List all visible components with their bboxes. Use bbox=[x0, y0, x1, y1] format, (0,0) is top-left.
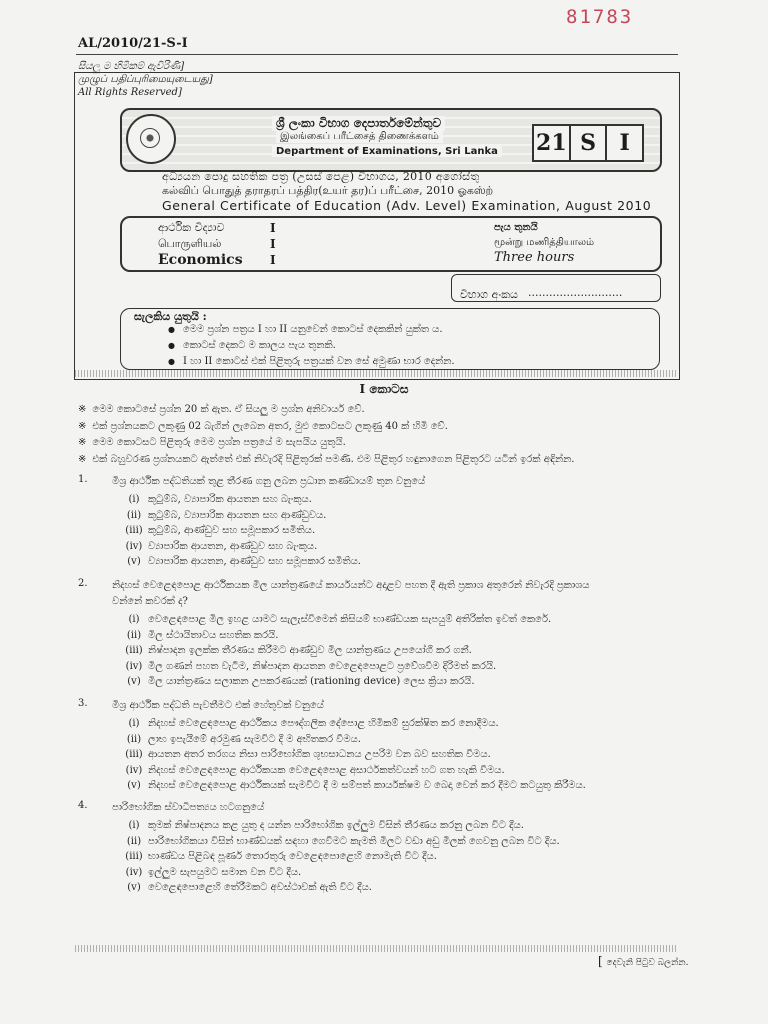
duration-sinhala: පැය තුනයි bbox=[494, 222, 538, 233]
question-number: 4. bbox=[78, 800, 88, 811]
top-rule bbox=[76, 54, 678, 55]
option-item[interactable]: (i) නිදහස් වෙළෙඳපොළ ආර්ථිකය පෞද්ගලික දේපොළ හිමිකම් සුරක්ෂිත කර නොදීමය. bbox=[128, 718, 499, 729]
index-number-label: විභාග අංකය bbox=[460, 288, 518, 301]
subject-code-number: 21 bbox=[534, 126, 571, 160]
turn-page-note: [ දෙවැනි පිටුව බලන්න. bbox=[598, 954, 688, 968]
index-number-field[interactable]: ........................... bbox=[528, 286, 623, 299]
subject-code-medium: S bbox=[571, 126, 608, 160]
paper-numeral: I bbox=[270, 237, 276, 251]
subject-code-paper: I bbox=[619, 130, 630, 156]
question-3 bbox=[78, 698, 678, 794]
question-2 bbox=[78, 578, 678, 690]
duration-tamil: மூன்று மணித்தியாலம் bbox=[494, 237, 595, 248]
option-item[interactable]: (iii) භාණ්ඩය පිළිබඳ පූර්ණ තොරතුරු වෙළෙඳපොළෙහි නොමැති විට දීය. bbox=[125, 851, 437, 863]
question-number: 1. bbox=[78, 474, 88, 485]
question-stem: මිශ්‍ර ආර්ථික පද්ධතියක් තුළ තීරණ ගනු ලබන ප්‍රධාන කණ්ඩායම් තුන වනුයේ bbox=[112, 476, 426, 487]
section-note: ※ මෙම කොටසේ ප්‍රශ්න 20 ක් ඇත. ඒ සියලු ම ප්‍රශ්න අනිවාර්ය වේ. bbox=[78, 402, 678, 419]
paper-numeral: I bbox=[270, 253, 276, 267]
subject-tamil: பொருளியல் bbox=[158, 237, 222, 250]
instruction-item: ● I හා II කොටස් එක් පිළිතුරු පත්‍රයක් වන සේ අමුණා භාර දෙන්න. bbox=[168, 354, 455, 370]
duration bbox=[494, 220, 594, 265]
paper-code: AL/2010/21-S-I bbox=[78, 36, 188, 51]
question-number: 2. bbox=[78, 578, 88, 589]
duration-english: Three hours bbox=[494, 250, 575, 265]
option-item[interactable]: (iii) නිෂ්පාදන ඉලක්ක තීරණය කිරීමට ආණ්ඩුව මිල යාන්ත්‍රණය උපයෝගී කර ගනී. bbox=[125, 645, 472, 657]
subject-names bbox=[158, 220, 243, 268]
option-item[interactable]: (i) කුටුම්බ, ව්‍යාපාරික ආයතන සහ බැංකුය. bbox=[128, 494, 312, 505]
option-list bbox=[120, 612, 678, 690]
option-item[interactable]: (ii) කුටුම්බ, ව්‍යාපාරික ආයතන සහ ආණ්ඩුවය. bbox=[126, 509, 327, 521]
department-name-sinhala: ශ්‍රී ලංකා විභාග දෙපාර්තමේන්තුව bbox=[272, 116, 445, 131]
seal-emblem bbox=[140, 128, 160, 148]
option-item[interactable]: (iv) ව්‍යාපාරික ආයතන, ආණ්ඩුව සහ බැංකුය. bbox=[125, 540, 318, 552]
option-item[interactable]: (v) ව්‍යාපාරික ආයතන, ආණ්ඩුව සහ සමූපකාර සමිතිය. bbox=[127, 556, 361, 568]
instructions-title: සැලකිය යුතුයි : bbox=[134, 310, 207, 323]
instruction-item: ● මෙම ප්‍රශ්න පත්‍රය I හා II යනුවෙන් කොටස් දෙකකින් යුක්ත ය. bbox=[168, 322, 455, 338]
option-item[interactable]: (iii) ආයතන අතර තරගය නිසා පාරිභෝගික ශුභසාධනය උපරිම වන බව සහතික වීමය. bbox=[125, 749, 491, 761]
option-item[interactable]: (ii) මිල ස්ථායිතාවය සහතික කරයි. bbox=[126, 629, 279, 641]
option-item[interactable]: (v) මිල යාන්ත්‍රණය සලාකන උපකරණයක් (rationing device) ලෙස ක්‍රියා කරයි. bbox=[127, 676, 475, 688]
question-stem: නිදහස් වෙළෙඳපොළ ආර්ථිකයක මිල යාන්ත්‍රණයේ කාර්යයන්ට අදාළව පහත දී ඇති ප්‍රකාශ අතුරෙන් නිවැරදි ප්‍රකාශය වන්නේ කවරක් ද? bbox=[112, 580, 590, 607]
question-stem: මිශ්‍ර ආර්ථික පද්ධති පැවතීමට එක් හේතුවක් වනුයේ bbox=[112, 700, 324, 711]
section-note: ※ මෙම කොටසට පිළිතුරු මෙම ප්‍රශ්න පත්‍රයේ ම සැපයිය යුතුයි. bbox=[78, 435, 678, 452]
option-item[interactable]: (ii) ලාභ ඉපැයීමේ අරමුණ සැමවිට දී ම අභිතකර වීමය. bbox=[126, 733, 361, 745]
exam-title-sinhala: අධ්‍යයන පොදු සහතික පත්‍ර (උසස් පෙළ) විභාගය, 2010 අගෝස්තු bbox=[162, 170, 480, 183]
section-note: ※ එක් ප්‍රශ්නයකට ලකුණු 02 බැගින් ලැබෙන අතර, මුළු කොටසට ලකුණු 40 ක් හිමි වේ. bbox=[78, 419, 678, 436]
instruction-item: ● කොටස් දෙකට ම කාලය පැය තුනකි. bbox=[168, 338, 455, 354]
question-stem: පාරිභෝගික ස්වාධිපත්‍යය හටගනුයේ bbox=[112, 802, 265, 813]
subject-english: Economics bbox=[158, 252, 243, 268]
option-item[interactable]: (iv) නිදහස් වෙළෙඳපොළ ආර්ථිකයක වෙළෙඳපොළ අසාර්ථකත්වයන් හට ගත හැකි වීමය. bbox=[125, 764, 505, 776]
divider-band bbox=[75, 370, 678, 377]
instructions-list bbox=[168, 322, 455, 370]
exam-title-tamil: கல்விப் பொதுத் தராதரப் பத்திர(உயர் தர)ப் பரீட்சை, 2010 ஓகஸ்ற் bbox=[162, 184, 494, 197]
option-item[interactable]: (ii) පාරිභෝගිකයා විසින් භාණ්ඩයක් සඳහා ගෙවීමට කැමති මිලට වඩා අඩු මිලක් ගෙවනු ලබන විට දීය. bbox=[126, 835, 560, 847]
section-title: I කොටස bbox=[359, 382, 409, 396]
question-number: 3. bbox=[78, 698, 88, 709]
option-list bbox=[120, 492, 678, 570]
exam-title-english: General Certificate of Education (Adv. Level) Examination, August 2010 bbox=[162, 198, 652, 213]
option-list bbox=[120, 818, 678, 896]
department-seal-icon bbox=[126, 114, 176, 164]
question-4 bbox=[78, 800, 678, 896]
bottom-band bbox=[75, 945, 678, 952]
option-item[interactable]: (v) නිදහස් වෙළෙඳපොළ ආර්ථිකයක් සැමවිට දී ම සම්පත් කාර්යක්ෂම ව බෙදා වෙන් කර දීමට කටයුතු කිරීමය. bbox=[127, 780, 586, 792]
option-list bbox=[120, 716, 678, 794]
department-name-english: Department of Examinations, Sri Lanka bbox=[272, 146, 502, 157]
option-item[interactable]: (iii) කුටුම්බ, ආණ්ඩුව සහ සමූපකාර සමිතිය. bbox=[125, 525, 316, 537]
rights-sinhala: සියලු ම හිමිකම් ඇවිරිණි] bbox=[78, 61, 185, 72]
rights-english: All Rights Reserved] bbox=[78, 87, 182, 98]
department-name-tamil: இலங்கைப் பரீட்சைத் திணைக்களம் bbox=[276, 131, 443, 143]
option-item[interactable]: (i) කුමක් නිෂ්පාදනය කළ යුතු ද යන්න පාරිභෝගික ඉල්ලුම විසින් තීරණය කරනු ලබන විට දීය. bbox=[128, 820, 524, 831]
option-item[interactable]: (iv) ඉල්ලුම සැපයුමට සමාන වන විට දීය. bbox=[125, 866, 302, 878]
section-notes bbox=[78, 402, 678, 468]
option-item[interactable]: (iv) මිල ගණන් පහත වැටීම, නිෂ්පාදන ආයතන වෙළෙඳපොළට ප්‍රවේශවීම දිරිමත් කරයි. bbox=[125, 660, 497, 672]
section-note: ※ එක් බහුවරණ ප්‍රශ්නයකට ඇත්තේ එක් නිවැරදි පිළිතුරක් පමණි. එම පිළිතුර හඳුනාගෙන පිළිතුරට යටින් ඉරක් අඳින්න. bbox=[78, 452, 678, 469]
paper-numerals bbox=[270, 220, 276, 268]
subject-code-box bbox=[532, 124, 644, 162]
option-item[interactable]: (v) වෙළෙඳපොළෙහි තේරීමකට අවස්ථාවක් ඇති විට දීය. bbox=[127, 882, 372, 894]
subject-sinhala: ආර්ථික විද්‍යාව bbox=[158, 221, 225, 234]
question-1 bbox=[78, 474, 678, 570]
serial-number: 81783 bbox=[566, 6, 634, 28]
rights-tamil: முழுப் பதிப்புரிமையுடையது] bbox=[78, 74, 213, 85]
option-item[interactable]: (i) වෙළෙඳපොළ මිල ඉහළ යාමට සැලැස්වීමෙන් කිසියම් භාණ්ඩයක සැපයුම් අතිරික්ත ඉවත් කෙරේ. bbox=[128, 614, 552, 625]
paper-numeral: I bbox=[270, 221, 276, 235]
